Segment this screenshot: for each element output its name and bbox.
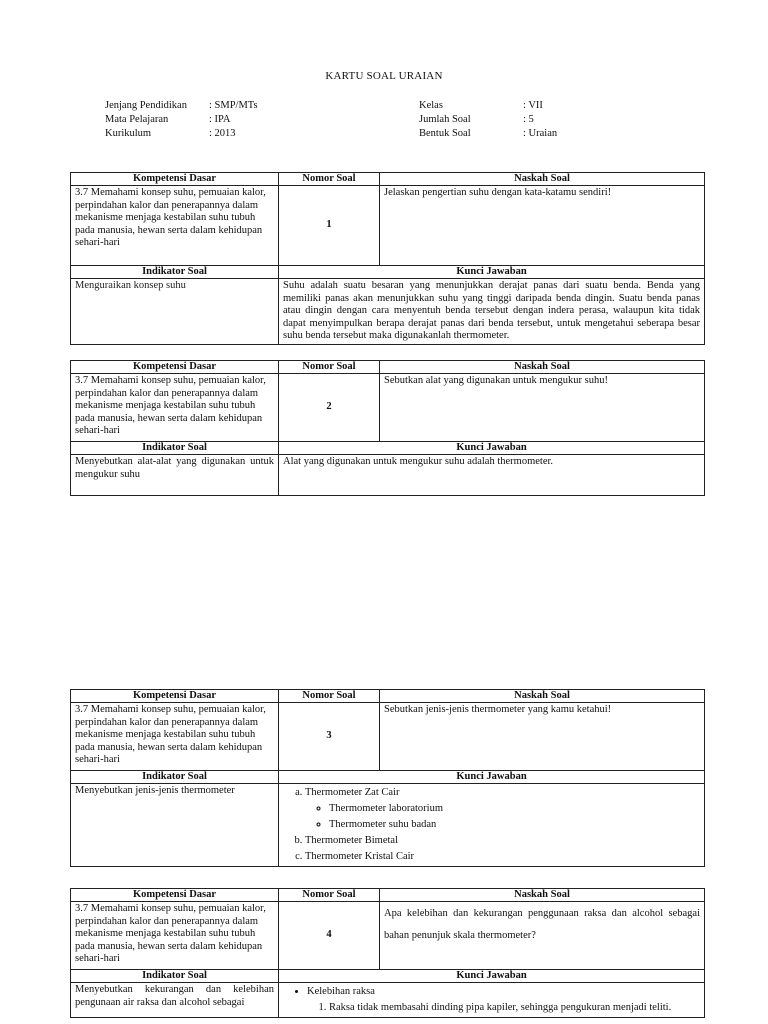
header-indikator-soal: Indikator Soal bbox=[71, 266, 279, 279]
header-kunci-jawaban: Kunci Jawaban bbox=[279, 266, 705, 279]
kompetensi-dasar-text: 3.7 Memahami konsep suhu, pemuaian kalor, perpindahan kalor dan penerapannya dalam mekanisme menjaga kestabilan suhu tubuh pada manusia, hewan serta dalam kehidupan sehari-hari bbox=[71, 374, 279, 442]
meta-left bbox=[105, 99, 258, 141]
header-kompetensi-dasar: Kompetensi Dasar bbox=[71, 173, 279, 186]
naskah-soal-text: Apa kelebihan dan kekurangan penggunaan raksa dan alcohol sebagai bahan penunjuk skala thermometer? bbox=[380, 902, 705, 970]
header-kunci-jawaban: Kunci Jawaban bbox=[279, 970, 705, 983]
meta-value: : 5 bbox=[523, 114, 534, 125]
header-kompetensi-dasar: Kompetensi Dasar bbox=[71, 889, 279, 902]
kelebihan-list bbox=[283, 984, 700, 1016]
header-kompetensi-dasar: Kompetensi Dasar bbox=[71, 361, 279, 374]
meta-label: Mata Pelajaran bbox=[105, 114, 169, 125]
kunci-jawaban-list bbox=[279, 983, 705, 1018]
meta-label: Jenjang Pendidikan bbox=[105, 100, 187, 111]
header-nomor-soal: Nomor Soal bbox=[279, 361, 380, 374]
meta-value: : IPA bbox=[209, 114, 231, 125]
nomor-soal: 2 bbox=[279, 374, 380, 442]
meta-row-mapel bbox=[105, 113, 258, 127]
nomor-soal: 3 bbox=[279, 703, 380, 771]
list-item bbox=[305, 785, 700, 833]
question-card-2 bbox=[70, 360, 705, 496]
header-indikator-soal: Indikator Soal bbox=[71, 970, 279, 983]
header-kunci-jawaban: Kunci Jawaban bbox=[279, 771, 705, 784]
jenis-thermometer-list bbox=[283, 785, 700, 865]
meta-label: Bentuk Soal bbox=[419, 128, 471, 139]
naskah-soal-text: Sebutkan alat yang digunakan untuk mengukur suhu! bbox=[380, 374, 705, 442]
nomor-soal: 1 bbox=[279, 186, 380, 266]
meta-row-kelas bbox=[419, 99, 557, 113]
header-nomor-soal: Nomor Soal bbox=[279, 889, 380, 902]
meta-row-jumlah bbox=[419, 113, 557, 127]
indikator-soal-text: Menyebutkan jenis-jenis thermometer bbox=[71, 784, 279, 867]
naskah-soal-text: Jelaskan pengertian suhu dengan kata-katamu sendiri! bbox=[380, 186, 705, 266]
list-item: b. Thermometer Bimetal bbox=[305, 833, 700, 849]
meta-label: Kurikulum bbox=[105, 128, 152, 139]
list-item: ◦ Thermometer laboratorium bbox=[329, 801, 700, 817]
kompetensi-dasar-text: 3.7 Memahami konsep suhu, pemuaian kalor, perpindahan kalor dan penerapannya dalam mekanisme menjaga kestabilan suhu tubuh pada manusia, hewan serta dalam kehidupan sehari-hari bbox=[71, 186, 279, 266]
header-indikator-soal: Indikator Soal bbox=[71, 771, 279, 784]
sub-list bbox=[305, 801, 700, 833]
kompetensi-dasar-text: 3.7 Memahami konsep suhu, pemuaian kalor, perpindahan kalor dan penerapannya dalam mekanisme menjaga kestabilan suhu tubuh pada manusia, hewan serta dalam kehidupan sehari-hari bbox=[71, 703, 279, 771]
indikator-soal-text: Menguraikan konsep suhu bbox=[71, 279, 279, 345]
header-kompetensi-dasar: Kompetensi Dasar bbox=[71, 690, 279, 703]
meta-row-jenjang bbox=[105, 99, 258, 113]
list-item-text: Thermometer Zat Cair bbox=[305, 787, 400, 798]
list-item bbox=[307, 984, 700, 1016]
header-indikator-soal: Indikator Soal bbox=[71, 442, 279, 455]
document-title: KARTU SOAL URAIAN bbox=[325, 70, 443, 82]
meta-value: : Uraian bbox=[523, 128, 558, 139]
meta-value: : 2013 bbox=[209, 128, 236, 139]
meta-row-bentuk bbox=[419, 127, 557, 141]
list-item: ◦ Thermometer suhu badan bbox=[329, 817, 700, 833]
list-item-heading: Kelebihan raksa bbox=[307, 986, 375, 997]
header-nomor-soal: Nomor Soal bbox=[279, 690, 380, 703]
question-card-4 bbox=[70, 888, 705, 1018]
meta-value: : SMP/MTs bbox=[209, 100, 258, 111]
kunci-jawaban-list bbox=[279, 784, 705, 867]
list-item: c. Thermometer Kristal Cair bbox=[305, 849, 700, 865]
naskah-soal-text: Sebutkan jenis-jenis thermometer yang kamu ketahui! bbox=[380, 703, 705, 771]
header-naskah-soal: Naskah Soal bbox=[380, 361, 705, 374]
indikator-soal-text: Menyebutkan alat-alat yang digunakan untuk mengukur suhu bbox=[71, 455, 279, 496]
sub-list bbox=[307, 1000, 700, 1016]
header-naskah-soal: Naskah Soal bbox=[380, 889, 705, 902]
question-card-1 bbox=[70, 172, 705, 345]
header-kunci-jawaban: Kunci Jawaban bbox=[279, 442, 705, 455]
header-naskah-soal: Naskah Soal bbox=[380, 690, 705, 703]
meta-label: Jumlah Soal bbox=[419, 114, 471, 125]
kunci-jawaban-text: Suhu adalah suatu besaran yang menunjukkan derajat panas dari suatu benda. Benda yang memiliki panas akan menunjukkan suhu yang tinggi daripada benda dingin. Suatu benda panas atau dingin dengan cara menyentuh benda tersebut dengan indera perasa, walaupun kita tidak dapat menyimpulkan berapa derajat panas dari benda tersebut, untuk mengetahui seberapa besar suhu benda tersebut maka digunakanlah thermometer. bbox=[279, 279, 705, 345]
list-item: 1. Raksa tidak membasahi dinding pipa kapiler, sehingga pengukuran menjadi teliti. bbox=[329, 1000, 700, 1016]
meta-row-kurikulum bbox=[105, 127, 258, 141]
kompetensi-dasar-text: 3.7 Memahami konsep suhu, pemuaian kalor, perpindahan kalor dan penerapannya dalam mekanisme menjaga kestabilan suhu tubuh pada manusia, hewan serta dalam kehidupan sehari-hari bbox=[71, 902, 279, 970]
meta-right bbox=[419, 99, 557, 141]
nomor-soal: 4 bbox=[279, 902, 380, 970]
header-nomor-soal: Nomor Soal bbox=[279, 173, 380, 186]
meta-label: Kelas bbox=[419, 100, 443, 111]
kunci-jawaban-text: Alat yang digunakan untuk mengukur suhu adalah thermometer. bbox=[279, 455, 705, 496]
indikator-soal-text: Menyebutkan kekurangan dan kelebihan pengunaan air raksa dan alcohol sebagai bbox=[71, 983, 279, 1018]
question-card-3 bbox=[70, 689, 705, 867]
header-naskah-soal: Naskah Soal bbox=[380, 173, 705, 186]
meta-value: : VII bbox=[523, 100, 543, 111]
